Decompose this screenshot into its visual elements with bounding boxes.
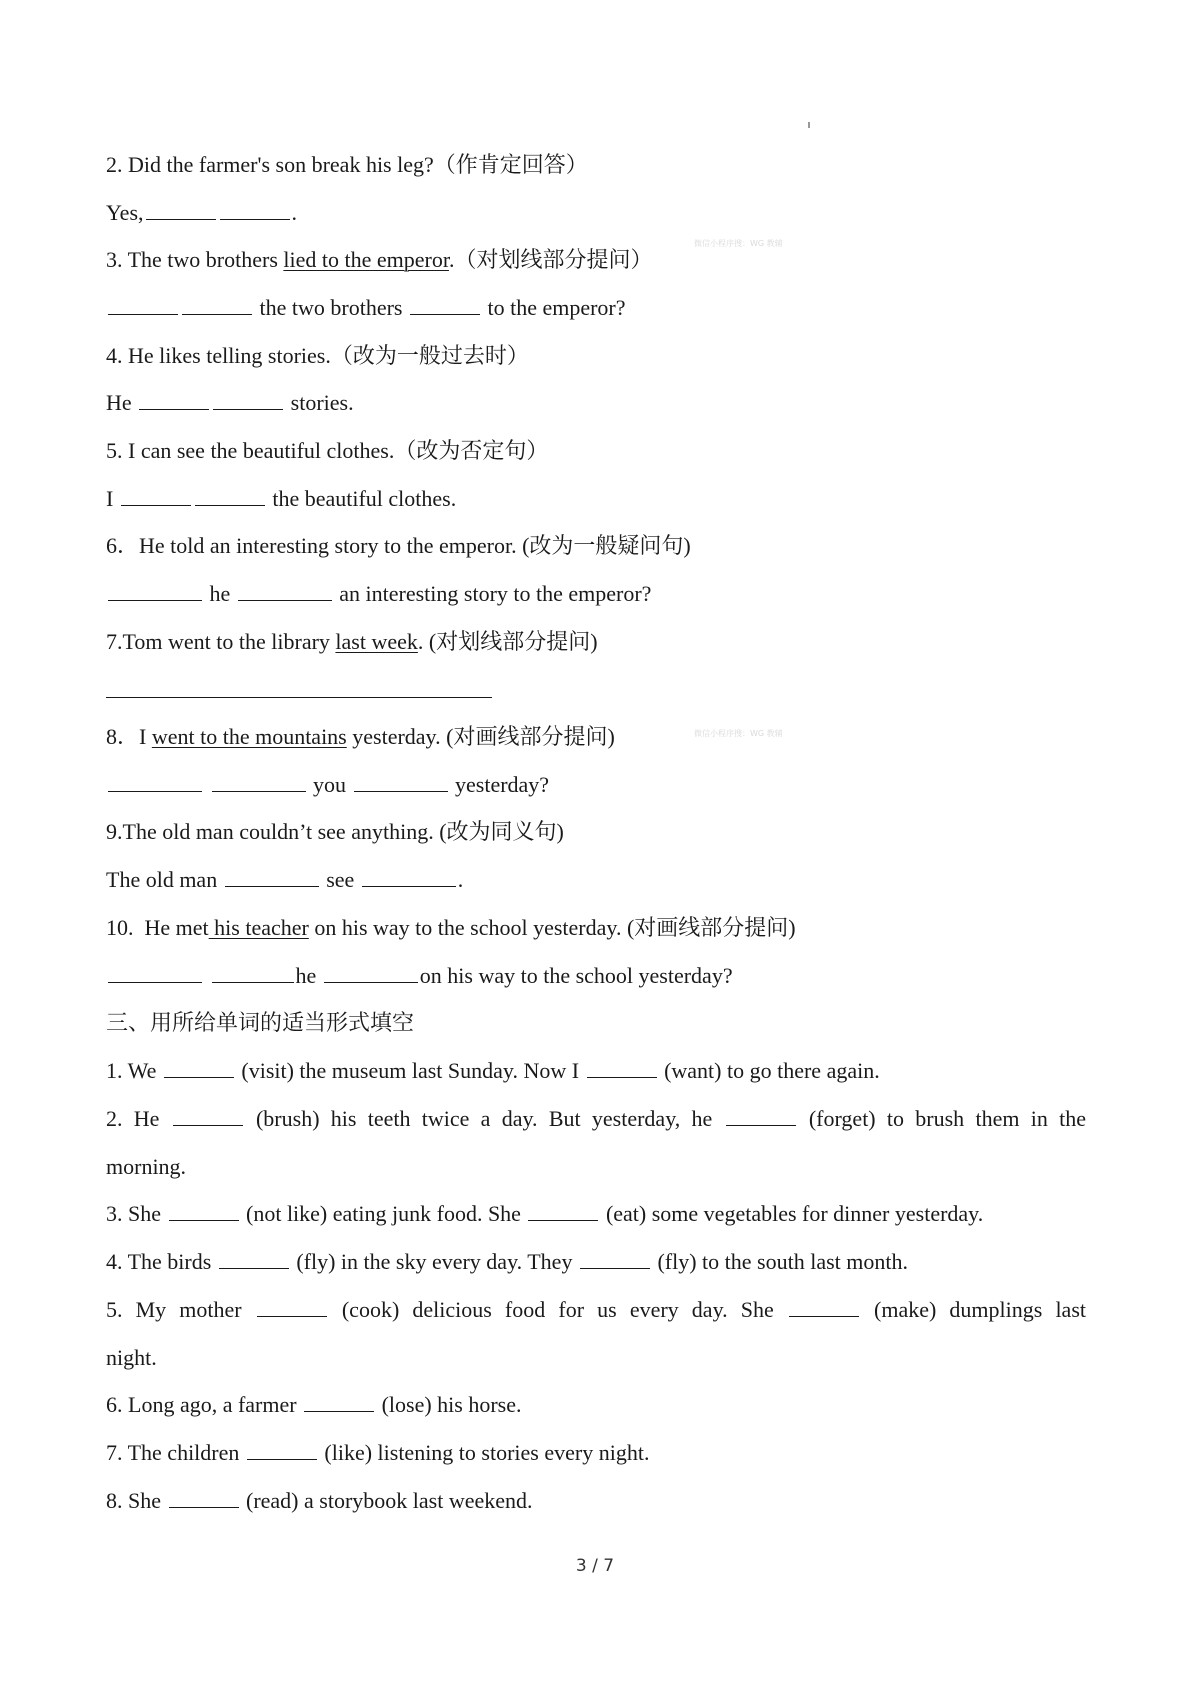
question-10-answer: he on his way to the school yesterday? (106, 961, 1086, 991)
answer-blank[interactable] (304, 1391, 374, 1412)
question-4-answer: He stories. (106, 390, 354, 415)
watermark: 微信小程序搜：WG 教辅 (694, 729, 783, 738)
question-3-answer: the two brothers to the emperor? (106, 293, 1086, 323)
fill-item-4: 4. The birds (fly) in the sky every day. They (fly) to the south last month. (106, 1249, 908, 1274)
question-2-answer: Yes, . (106, 200, 298, 225)
answer-blank[interactable] (139, 389, 209, 410)
answer-blank[interactable] (726, 1105, 796, 1126)
question-3: 3. The two brothers lied to the emperor.（对划线部分提问） (106, 247, 653, 272)
answer-blank[interactable] (587, 1057, 657, 1078)
answer-blank[interactable] (212, 771, 306, 792)
answer-blank[interactable] (257, 1296, 327, 1317)
fill-item-5: 5. My mother (cook) delicious food for us every day. She (make) dumplings last (106, 1297, 1086, 1322)
answer-line[interactable] (106, 697, 492, 698)
answer-blank[interactable] (580, 1248, 650, 1269)
fill-item-5-continued: night. (106, 1345, 157, 1370)
question-2: 2. Did the farmer's son break his leg?（作肯定回答） (106, 152, 588, 177)
answer-blank[interactable] (169, 1200, 239, 1221)
question-8-answer: you yesterday? (106, 770, 1086, 800)
answer-blank[interactable] (173, 1105, 243, 1126)
fill-item-8: 8. She (read) a storybook last weekend. (106, 1488, 533, 1513)
question-7: 7.Tom went to the library last week. (对划线部分提问) (106, 629, 598, 654)
underlined-phrase: last week (335, 629, 418, 654)
answer-blank[interactable] (182, 294, 252, 315)
fill-item-7: 7. The children (like) listening to stories every night. (106, 1440, 650, 1465)
answer-blank[interactable] (225, 866, 319, 887)
underlined-phrase: lied to the emperor (283, 247, 449, 272)
answer-blank[interactable] (108, 962, 202, 983)
question-10: 10. He met his teacher on his way to the school yesterday. (对画线部分提问) (106, 915, 796, 940)
question-5: 5. I can see the beautiful clothes.（改为否定句） (106, 438, 549, 463)
answer-blank[interactable] (146, 199, 216, 220)
page-number: 3 / 7 (575, 1556, 615, 1576)
answer-blank[interactable] (121, 485, 191, 506)
question-5-answer: I the beautiful clothes. (106, 486, 457, 511)
answer-blank[interactable] (213, 389, 283, 410)
answer-blank[interactable] (247, 1439, 317, 1460)
page-mark (808, 122, 810, 128)
answer-blank[interactable] (169, 1487, 239, 1508)
answer-blank[interactable] (219, 1248, 289, 1269)
fill-item-6: 6. Long ago, a farmer (lose) his horse. (106, 1392, 522, 1417)
question-4: 4. He likes telling stories.（改为一般过去时） (106, 343, 529, 368)
answer-blank[interactable] (362, 866, 456, 887)
answer-blank[interactable] (220, 199, 290, 220)
answer-blank[interactable] (195, 485, 265, 506)
fill-item-2: 2. He (brush) his teeth twice a day. But yesterday, he (forget) to brush them in the (106, 1106, 1086, 1131)
answer-blank[interactable] (238, 580, 332, 601)
answer-blank[interactable] (528, 1200, 598, 1221)
answer-blank[interactable] (324, 962, 418, 983)
answer-blank[interactable] (164, 1057, 234, 1078)
answer-blank[interactable] (108, 771, 202, 792)
answer-blank[interactable] (410, 294, 480, 315)
answer-blank[interactable] (108, 294, 178, 315)
section-heading: 三、用所给单词的适当形式填空 (106, 1010, 415, 1035)
answer-blank[interactable] (212, 962, 294, 983)
question-8: 8．I went to the mountains yesterday. (对画线部分提问) (106, 724, 615, 749)
fill-item-3: 3. She (not like) eating junk food. She (eat) some vegetables for dinner yesterday. (106, 1201, 984, 1226)
fill-item-2-continued: morning. (106, 1154, 187, 1179)
question-9: 9.The old man couldn’t see anything. (改为同义句) (106, 819, 564, 844)
fill-item-1: 1. We (visit) the museum last Sunday. Now I (want) to go there again. (106, 1058, 880, 1083)
answer-blank[interactable] (789, 1296, 859, 1317)
answer-blank[interactable] (108, 580, 202, 601)
underlined-phrase: went to the mountains (151, 724, 347, 749)
watermark: 微信小程序搜：WG 教辅 (694, 239, 783, 248)
question-6-answer: he an interesting story to the emperor? (106, 579, 1086, 609)
underlined-phrase: his teacher (208, 915, 309, 940)
question-9-answer: The old man see . (106, 867, 464, 892)
answer-blank[interactable] (354, 771, 448, 792)
question-6: 6．He told an interesting story to the emperor. (改为一般疑问句) (106, 533, 691, 558)
